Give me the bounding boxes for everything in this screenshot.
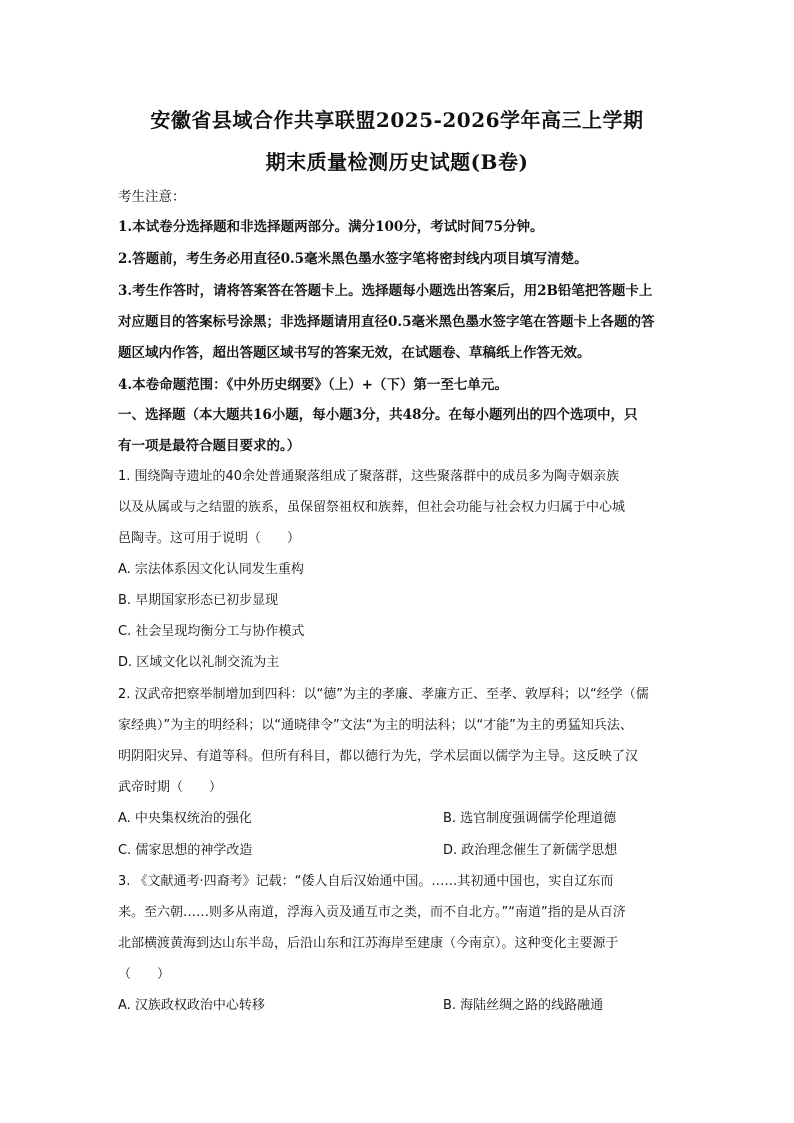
q3-stem-line2: 来。至六朝……则多从南道，浮海入贡及通互市之类，而不自北方。”“南道”指的是从百济 bbox=[118, 905, 626, 920]
q2-option-d: D. 政治理念催生了新儒学思想 bbox=[443, 843, 618, 858]
section-heading-line2: 有一项是最符合题目要求的。） bbox=[118, 438, 301, 454]
q1-option-b: B. 早期国家形态已初步显现 bbox=[118, 593, 279, 608]
q3-stem-line1: 3. 《文献通考·四裔考》记载：“倭人自后汉始通中国。……其初通中国也，实自辽东而 bbox=[118, 874, 614, 889]
q3-stem-line3: 北部横渡黄海到达山东半岛，后沿山东和江苏海岸至建康（今南京）。这种变化主要源于 bbox=[118, 936, 619, 951]
q1-option-a: A. 宗法体系因文化认同发生重构 bbox=[118, 562, 304, 577]
notice-item-2: 2.答题前，考生务必用直径0.5毫米黑色墨水签字笔将密封线内项目填写清楚。 bbox=[118, 251, 588, 267]
section-heading-line1: 一、选择题（本大题共16小题，每小题3分，共48分。在每小题列出的四个选项中，只 bbox=[118, 407, 638, 423]
q2-option-a: A. 中央集权统治的强化 bbox=[118, 811, 252, 826]
q3-option-a: A. 汉族政权政治中心转移 bbox=[118, 998, 265, 1013]
q1-option-d: D. 区域文化以礼制交流为主 bbox=[118, 655, 280, 670]
notice-item-3-line1: 3.考生作答时，请将答案答在答题卡上。选择题每小题选出答案后，用2B铅笔把答题卡上 bbox=[118, 283, 653, 299]
notice-item-3-line2: 对应题目的答案标号涂黑；非选择题请用直径0.5毫米黑色墨水签字笔在答题卡上各题的答 bbox=[118, 314, 655, 330]
exam-title-line2: 期末质量检测历史试题(B卷) bbox=[265, 150, 529, 174]
q1-option-c: C. 社会呈现均衡分工与协作模式 bbox=[118, 624, 305, 639]
q1-stem-line2: 以及从属或与之结盟的族系，虽保留祭祖权和族葬，但社会功能与社会权力归属于中心城 bbox=[118, 500, 626, 515]
exam-title-line1: 安徽省县域合作共享联盟2025-2026学年高三上学期 bbox=[150, 108, 644, 132]
notice-item-4: 4.本卷命题范围：《中外历史纲要》（上）+（下）第一至七单元。 bbox=[118, 377, 508, 393]
q2-stem-line3: 明阴阳灾异、有道等科。但所有科目，都以德行为先，学术层面以儒学为主导。这反映了汉 bbox=[118, 749, 639, 764]
q2-option-b: B. 选官制度强调儒学伦理道德 bbox=[443, 811, 617, 826]
q1-stem-line3: 邑陶寺。这可用于说明（ ） bbox=[118, 531, 301, 546]
notice-item-3-line3: 题区域内作答，超出答题区域书写的答案无效，在试题卷、草稿纸上作答无效。 bbox=[118, 345, 591, 361]
notice-item-1: 1.本试卷分选择题和非选择题两部分。满分100分，考试时间75分钟。 bbox=[118, 219, 544, 235]
q2-stem-line4: 武帝时期（ ） bbox=[118, 780, 223, 795]
q2-stem-line1: 2. 汉武帝把察举制增加到四科：以“德”为主的孝廉、孝廉方正、至孝、敦厚科；以“经学（儒 bbox=[118, 687, 649, 702]
q3-option-b: B. 海陆丝绸之路的线路融通 bbox=[443, 998, 604, 1013]
q3-stem-line4: （ ） bbox=[118, 967, 171, 982]
notice-heading: 考生注意： bbox=[118, 189, 186, 205]
q1-stem-line1: 1. 围绕陶寺遗址的40余处普通聚落组成了聚落群，这些聚落群中的成员多为陶寺姻亲族 bbox=[118, 469, 620, 484]
q2-stem-line2: 家经典）”为主的明经科；以“通晓律令”文法“为主的明法科；以“才能”为主的勇猛知兵法、 bbox=[118, 718, 633, 733]
q2-option-c: C. 儒家思想的神学改造 bbox=[118, 843, 253, 858]
